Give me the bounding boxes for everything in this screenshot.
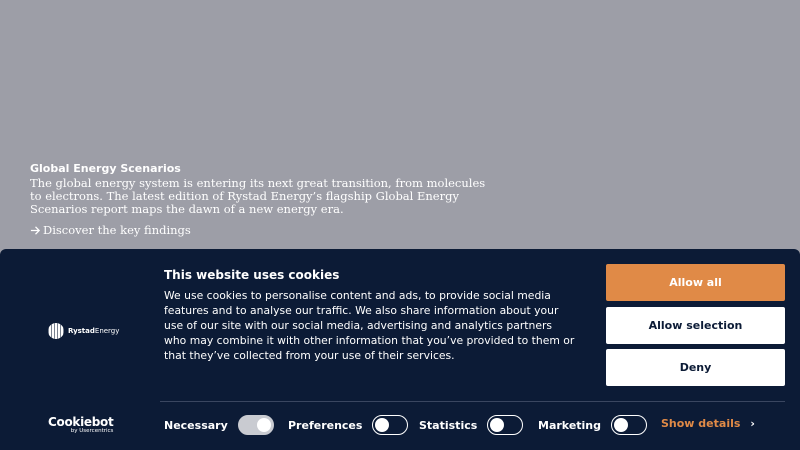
- necessary-toggle[interactable]: [238, 415, 274, 435]
- toggle-knob: [375, 418, 389, 432]
- chevron-right-icon: ›: [750, 417, 755, 430]
- cookie-title: This website uses cookies: [164, 268, 340, 282]
- show-details-label: Show details: [661, 417, 741, 430]
- marketing-label: Marketing: [538, 418, 602, 432]
- arrow-right-icon: [30, 225, 41, 236]
- allow-selection-button[interactable]: Allow selection: [606, 307, 785, 344]
- show-details-link[interactable]: [661, 417, 755, 430]
- toggle-knob: [257, 418, 271, 432]
- preferences-label: Preferences: [288, 418, 363, 432]
- rystad-logo-text: RystadEnergy: [68, 327, 120, 335]
- toggle-preferences-group: [288, 414, 408, 436]
- allow-all-button[interactable]: Allow all: [606, 264, 785, 301]
- discover-findings-link[interactable]: [30, 223, 191, 237]
- statistics-toggle[interactable]: [487, 415, 523, 435]
- cookiebot-logo-text: Cookiebot: [48, 415, 114, 429]
- cookiebot-logo: [48, 416, 113, 434]
- rystad-logo-icon: [48, 323, 64, 339]
- statistics-label: Statistics: [419, 418, 478, 432]
- deny-button[interactable]: Deny: [606, 349, 785, 386]
- toggle-knob: [490, 418, 504, 432]
- cookie-divider: [160, 401, 785, 402]
- usercentrics-logo-text: by Usercentrics: [70, 428, 114, 434]
- toggle-statistics-group: [419, 414, 523, 436]
- hero-body: The global energy system is entering its next great transition, from molecules to electrons. The latest edition of Rystad Energy’s flagship Global Energy Scenarios report maps the dawn of a new energy era.: [30, 176, 486, 216]
- discover-findings-label: Discover the key findings: [43, 223, 191, 237]
- toggle-necessary-group: [164, 414, 274, 436]
- hero-eyebrow: Global Energy Scenarios: [30, 162, 181, 175]
- toggle-marketing-group: [538, 414, 647, 436]
- necessary-label: Necessary: [164, 418, 228, 432]
- toggle-knob: [614, 418, 628, 432]
- rystad-energy-logo: [48, 323, 119, 339]
- marketing-toggle[interactable]: [611, 415, 647, 435]
- cookie-description: We use cookies to personalise content and ads, to provide social media features and to analyse our traffic. We also share information about your use of our site with our social media, advertising and analytics partners who may combine it with other information that you’ve provided to them or that they’ve collected from your use of their services.: [164, 289, 575, 362]
- hero-text-block: [30, 162, 500, 216]
- preferences-toggle[interactable]: [372, 415, 408, 435]
